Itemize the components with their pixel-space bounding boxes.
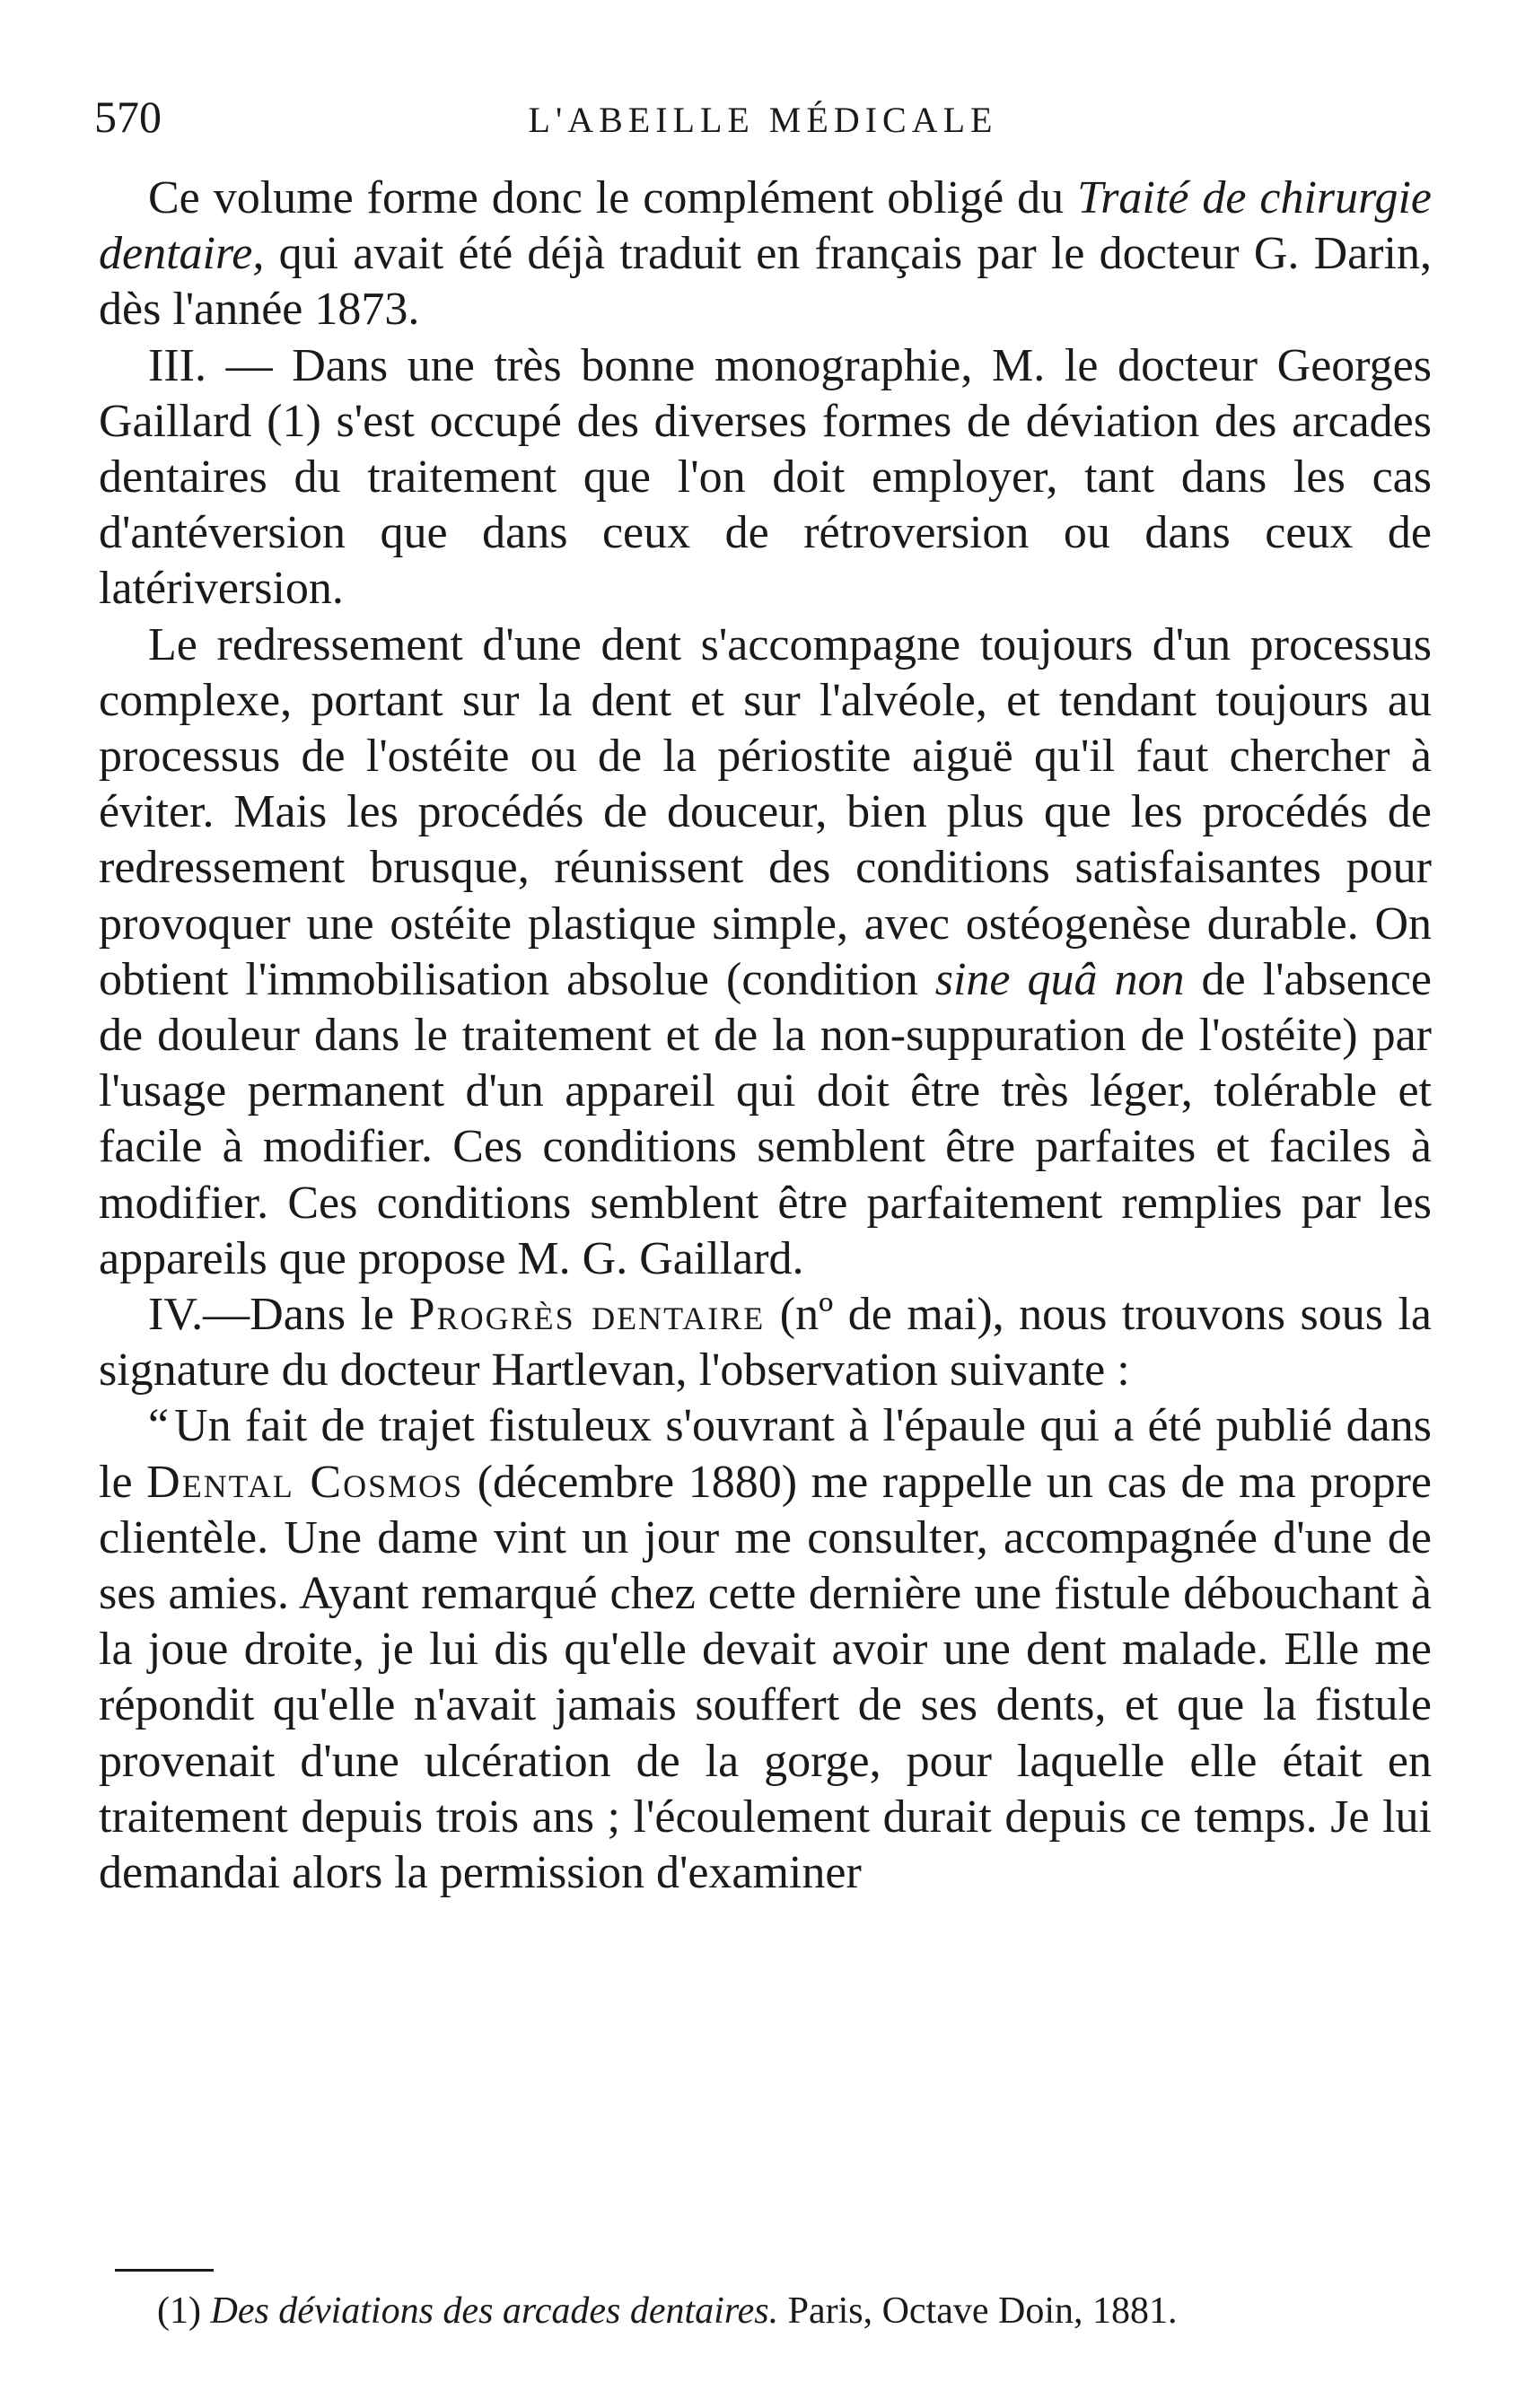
- paragraph-3: [99, 617, 1432, 1287]
- text-run: qui avait été déjà traduit en français par le docteur G. Darin, dès l'année 1873.: [99, 228, 1432, 336]
- footnote-title: Des déviations des arcades dentaires.: [210, 2290, 779, 2332]
- footnote-marker: (1): [157, 2290, 201, 2332]
- text-run: s'est occupé des diverses formes de déviation des arcades dentaires du traitement que l'on doit employer, tant dans les cas d'antéversion que dans ceux de rétroversion ou dans ceux de latériversion.: [99, 395, 1432, 615]
- text-run: (décembre 1880) me rappelle un cas de ma propre clientèle. Une dame vint un jour me consulter, accompagnée d'une de ses amies. Ayant remarqué chez cette dernière une fistule débouchant à la joue droite, je lui dis qu'elle devait avoir une dent malade. Elle me répondit qu'elle n'avait jamais souffert de ses dents, et que la fistule provenait d'une ulcération de la gorge, pour laquelle elle était en traitement depuis trois ans ; l'écoulement durait depuis ce temps. Je lui demandai alors la permission d'examiner: [99, 1456, 1432, 1899]
- journal-name: Progrès dentaire: [408, 1289, 766, 1341]
- text-run: Le redressement d'une dent s'accompagne toujours d'un processus complexe, portant sur la dent et sur l'alvéole, et tendant toujours au processus de l'ostéite ou de la périostite aiguë qu'il faut chercher à éviter. Mais les procédés de douceur, bien plus que les procédés de redressement brusque, réunissent des conditions satisfaisantes pour provoquer une ostéite plastique simple, avec ostéogenèse durable. On obtient l'immobilisation absolue (condition: [99, 618, 1432, 1005]
- text-run: III. — Dans une très bonne monographie, M. le docteur Georges Gaillard: [99, 339, 1432, 447]
- paragraph-1: [99, 171, 1432, 338]
- running-head: L'ABEILLE MÉDICALE: [528, 100, 998, 140]
- text-run: Ce volume forme donc le complément obligé du: [148, 172, 1078, 223]
- footnote: [157, 2284, 1459, 2338]
- page-header: [90, 90, 1436, 144]
- latin-phrase: sine quâ non: [934, 953, 1185, 1005]
- footnote-citation: Paris, Octave Doin, 1881.: [778, 2290, 1178, 2332]
- opening-quote: “: [148, 1400, 170, 1452]
- text-run: (nº de mai), nous trouvons sous la signature du docteur Hartlevan, l'observation suivante :: [99, 1289, 1433, 1397]
- body-text: [99, 171, 1432, 1901]
- footnote-rule: [115, 2269, 214, 2272]
- paragraph-2: [99, 338, 1432, 617]
- text-run: de l'absence de douleur dans le traitement et de la non-suppuration de l'ostéite) par l'usage permanent d'un appareil qui doit être très léger, tolérable et facile à modifier. Ces conditions semblent être parfaites et faciles à modifier. Ces conditions semblent être parfaitement remplies par les appareils que propose M. G. Gaillard.: [99, 953, 1432, 1284]
- book-title: Traité de chirurgie dentaire,: [99, 172, 1432, 280]
- paragraph-5: [99, 1398, 1432, 1901]
- journal-name: Dental Cosmos: [146, 1456, 464, 1508]
- footnote-reference: (1): [267, 395, 321, 447]
- text-run: IV.—Dans le: [148, 1289, 409, 1341]
- page-number: 570: [94, 92, 162, 142]
- paragraph-4: [99, 1287, 1432, 1398]
- text-run: Un fait de trajet fistuleux s'ouvrant à l'épaule qui a été publié dans le: [99, 1400, 1432, 1508]
